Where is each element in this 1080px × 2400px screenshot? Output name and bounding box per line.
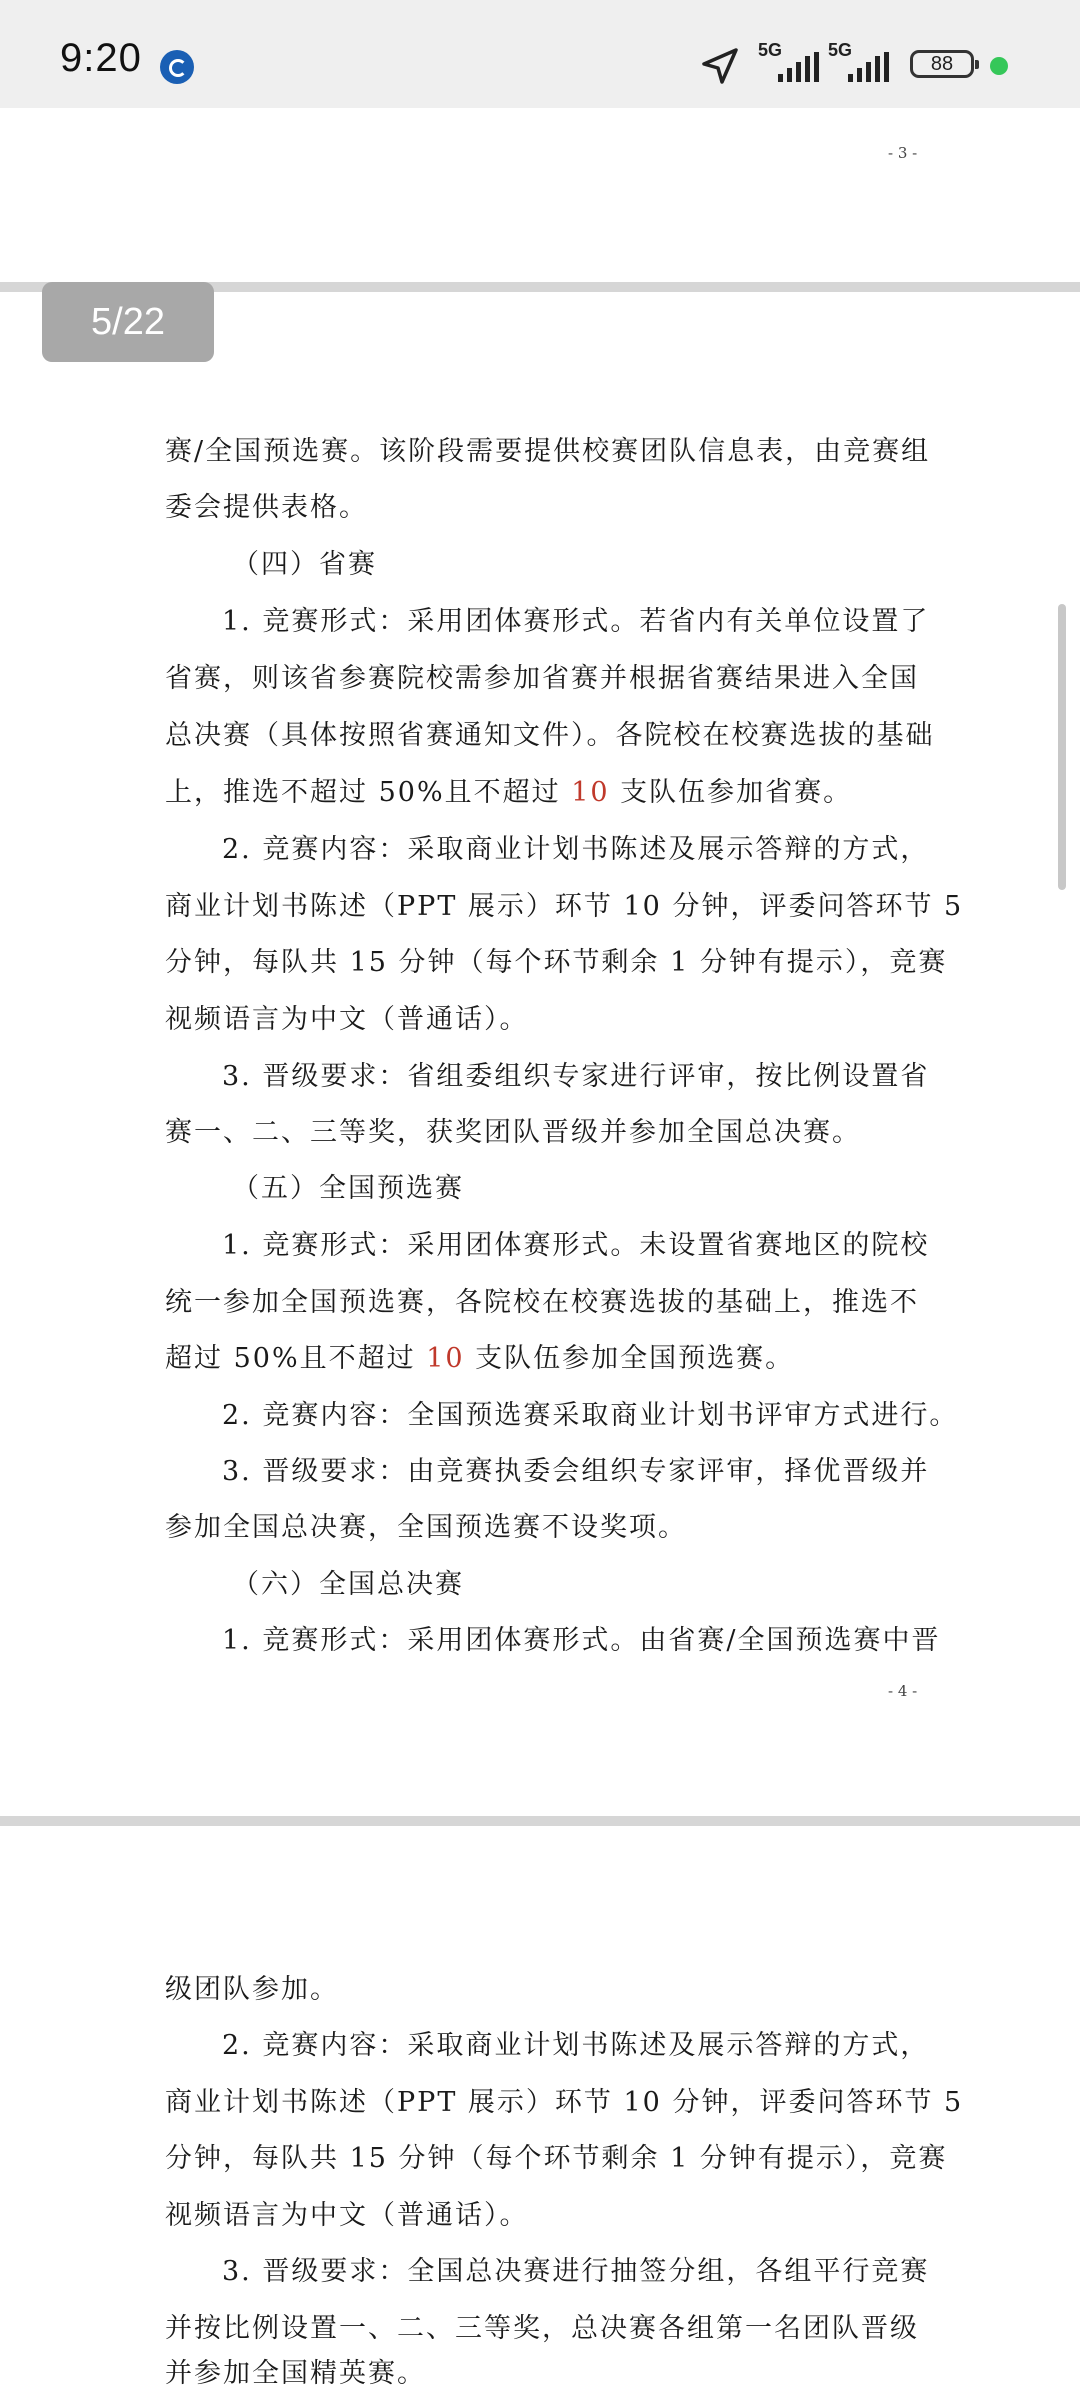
status-icons <box>700 40 1040 90</box>
doc-paragraph-line: 3. 晋级要求：全国总决赛进行抽签分组，各组平行竞赛 <box>222 2256 930 2287</box>
status-bar <box>0 0 1080 108</box>
privacy-indicator-dot <box>990 57 1008 75</box>
doc-paragraph-line: 级团队参加。 <box>165 1974 339 2005</box>
doc-paragraph-line: 2. 竞赛内容：采取商业计划书陈述及展示答辩的方式， <box>222 834 930 865</box>
scrollbar-thumb[interactable] <box>1058 604 1066 890</box>
page-separator <box>0 1816 1080 1826</box>
doc-paragraph-line: 分钟，每队共 15 分钟（每个环节剩余 1 分钟有提示），竞赛 <box>165 947 948 978</box>
doc-section-heading: （四）省赛 <box>232 549 377 580</box>
doc-paragraph-line: 视频语言为中文（普通话）。 <box>165 1004 529 1035</box>
signal-label: 5G <box>828 40 853 60</box>
doc-paragraph-line: 视频语言为中文（普通话）。 <box>165 2200 529 2231</box>
doc-paragraph-line: 商业计划书陈述（PPT 展示）环节 10 分钟，评委问答环节 5 <box>165 891 964 922</box>
doc-paragraph-line: 省赛，则该省参赛院校需参加省赛并根据省赛结果进入全国 <box>165 663 919 694</box>
doc-text: 支队伍参加省赛。 <box>609 777 853 808</box>
doc-paragraph-line: 委会提供表格。 <box>165 492 368 523</box>
doc-section-heading: （五）全国预选赛 <box>232 1173 464 1204</box>
doc-paragraph-line <box>165 1339 935 1379</box>
doc-paragraph-line: 1. 竞赛形式：采用团体赛形式。若省内有关单位设置了 <box>222 606 930 637</box>
doc-paragraph-line: 3. 晋级要求：由竞赛执委会组织专家评审，择优晋级并 <box>222 1456 930 1487</box>
doc-paragraph-line: 赛/全国预选赛。该阶段需要提供校赛团队信息表，由竞赛组 <box>165 436 931 467</box>
doc-paragraph-line: 3. 晋级要求：省组委组织专家进行评审，按比例设置省 <box>222 1061 930 1092</box>
doc-text: 上，推选不超过 50%且不超过 <box>165 777 572 808</box>
navigation-icon <box>700 46 740 86</box>
browser-app-icon <box>160 50 194 84</box>
doc-paragraph-line: 总决赛（具体按照省赛通知文件）。各院校在校赛选拔的基础 <box>165 720 935 751</box>
doc-text: 支队伍参加全国预选赛。 <box>464 1343 795 1374</box>
signal-label: 5G <box>758 40 783 60</box>
doc-paragraph-line: 赛一、二、三等奖，获奖团队晋级并参加全国总决赛。 <box>165 1117 861 1148</box>
highlighted-number: 10 <box>571 777 610 808</box>
doc-paragraph-line: 商业计划书陈述（PPT 展示）环节 10 分钟，评委问答环节 5 <box>165 2087 964 2118</box>
signal-icon <box>828 40 892 84</box>
doc-paragraph-line: 参加全国总决赛，全国预选赛不设奖项。 <box>165 1512 687 1543</box>
doc-text: 超过 50%且不超过 <box>165 1343 427 1374</box>
doc-section-heading: （六）全国总决赛 <box>232 1569 464 1600</box>
doc-paragraph-line: 并按比例设置一、二、三等奖，总决赛各组第一名团队晋级 <box>165 2313 919 2344</box>
signal-icon <box>758 40 822 84</box>
doc-paragraph-line: 并参加全国精英赛。 <box>165 2358 426 2389</box>
doc-paragraph-line: 分钟，每队共 15 分钟（每个环节剩余 1 分钟有提示），竞赛 <box>165 2143 948 2174</box>
doc-paragraph-line: 1. 竞赛形式：采用团体赛形式。未设置省赛地区的院校 <box>222 1230 930 1261</box>
page-number: - 4 - <box>888 1682 918 1700</box>
doc-paragraph-line <box>165 773 935 813</box>
doc-paragraph-line: 2. 竞赛内容：采取商业计划书陈述及展示答辩的方式， <box>222 2030 930 2061</box>
doc-paragraph-line: 1. 竞赛形式：采用团体赛形式。由省赛/全国预选赛中晋 <box>222 1625 941 1656</box>
highlighted-number: 10 <box>426 1343 465 1374</box>
page-number: - 3 - <box>888 144 918 162</box>
status-time: 9:20 <box>60 36 142 80</box>
battery-icon: 88 <box>910 50 974 78</box>
doc-paragraph-line: 2. 竞赛内容：全国预选赛采取商业计划书评审方式进行。 <box>222 1400 959 1431</box>
doc-paragraph-line: 统一参加全国预选赛，各院校在校赛选拔的基础上，推选不 <box>165 1287 919 1318</box>
page-indicator: 5/22 <box>42 282 214 362</box>
